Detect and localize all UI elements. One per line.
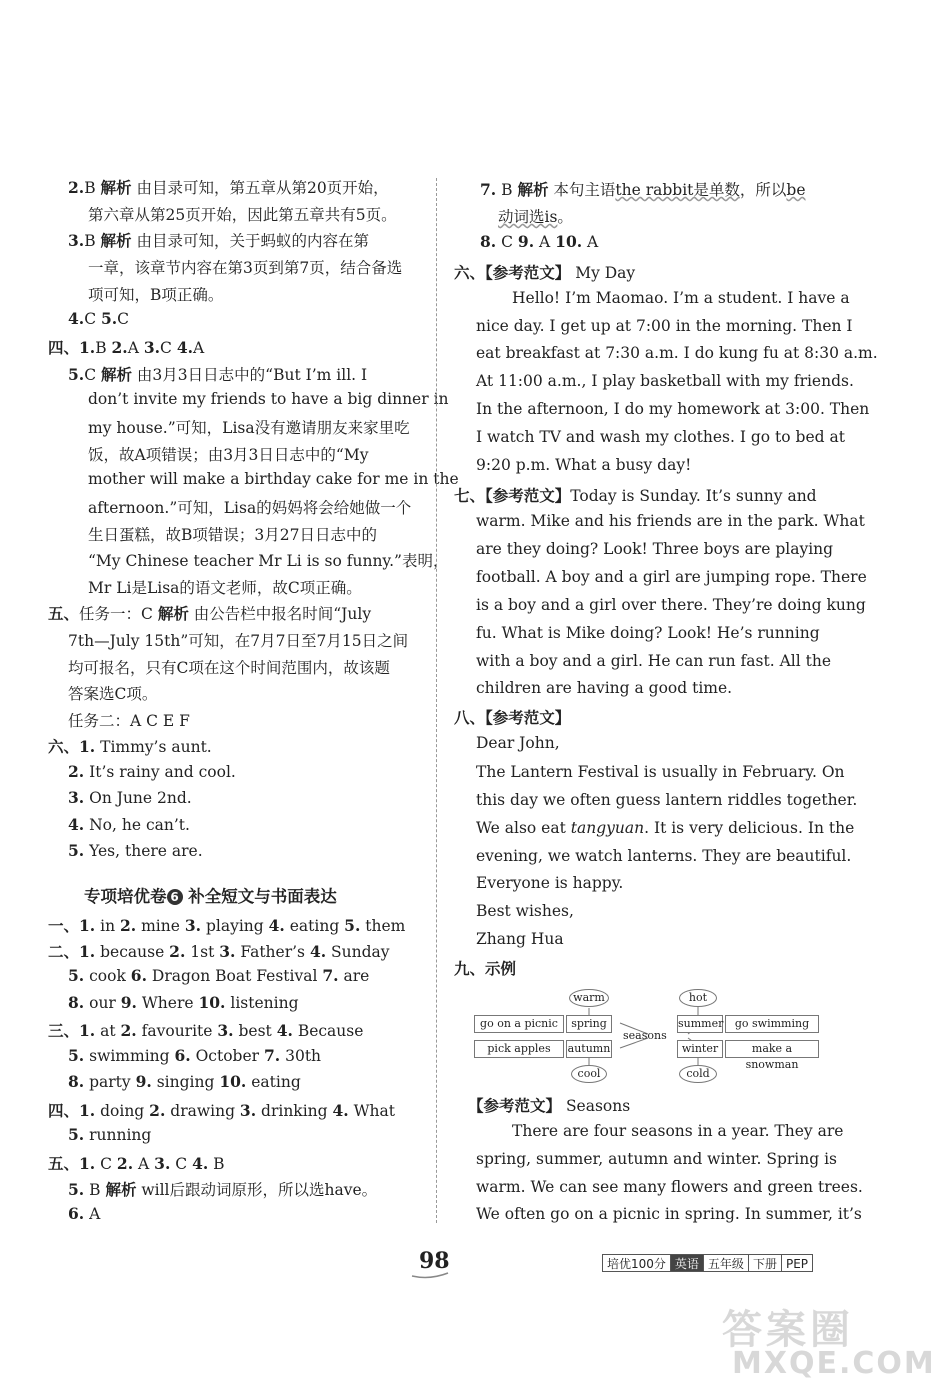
text-run: with a boy and a girl. He can run fast. All the — [476, 652, 831, 670]
text-run: 9. — [517, 232, 535, 251]
text-run: best — [233, 1022, 277, 1040]
text-run: will后跟动词原形，所以选have。 — [136, 1181, 378, 1199]
badge-edition: PEP — [781, 1254, 813, 1272]
left-text-line — [48, 336, 204, 358]
text-run: 5. — [344, 916, 361, 935]
text-run: 6. — [68, 1204, 85, 1223]
text-run: in — [95, 917, 120, 935]
text-run: A — [582, 233, 599, 251]
section-title — [84, 883, 337, 907]
text-run: C — [170, 1155, 193, 1173]
text-run: are — [338, 967, 370, 985]
text-run: running — [84, 1126, 152, 1144]
text-run: 均可报名，只有C项在这个时间范围内，故该题 — [68, 659, 390, 677]
right-text-line — [476, 624, 820, 642]
left-text-line — [88, 549, 448, 571]
text-run: 七、【参考范文】 — [454, 486, 571, 505]
left-text-line — [68, 1072, 301, 1091]
text-run: Yes, there are. — [84, 842, 203, 860]
left-text-line — [88, 256, 402, 278]
left-text-line — [68, 229, 369, 251]
cold-oval: cold — [679, 1065, 717, 1083]
text-run: At 11:00 a.m., I play basketball with my friends. — [476, 372, 854, 390]
text-run: 一章，该章节内容在第3页到第7页，结合备选 — [88, 259, 403, 277]
text-run: We also eat — [476, 819, 571, 837]
text-run: Hello! I’m Maomao. I’m a student. I have a — [512, 289, 850, 307]
right-text-line — [476, 540, 833, 558]
right-text-line — [476, 652, 831, 670]
cool-oval: cool — [571, 1065, 607, 1083]
picnic-box: go on a picnic — [474, 1015, 564, 1033]
text-run: Timmy’s aunt. — [95, 738, 212, 756]
left-text-line — [48, 1152, 225, 1174]
left-text-line — [68, 1178, 377, 1200]
section-title-prefix: 专项培优卷 — [84, 887, 167, 906]
left-text-line — [68, 656, 390, 678]
winter-box: winter — [677, 1040, 723, 1058]
text-run: October — [190, 1047, 264, 1065]
text-run: 9. — [120, 993, 137, 1012]
text-run: 本句主语 — [548, 181, 616, 199]
badge-subject: 英语 — [670, 1254, 704, 1272]
left-text-line — [48, 1099, 395, 1121]
text-run: children are having a good time. — [476, 679, 733, 697]
text-run: 2. — [149, 1101, 166, 1120]
left-text-line — [88, 470, 459, 488]
text-run: 解析 — [100, 178, 132, 197]
left-text-line — [68, 309, 129, 328]
text-run: The Lantern Festival is usually in February. On — [476, 763, 845, 781]
left-text-line — [88, 523, 377, 545]
text-run: 生日蛋糕，故B项错误；3月27日日志中的 — [88, 526, 377, 544]
text-run: 3. — [184, 916, 202, 935]
text-run: 四、1. — [48, 1101, 96, 1120]
warm-oval: warm — [569, 989, 609, 1007]
left-text-line — [48, 1019, 363, 1041]
left-text-line — [68, 176, 389, 198]
text-run: eating — [246, 1073, 301, 1091]
left-text-line — [88, 283, 223, 305]
text-run: 10. — [219, 1072, 247, 1091]
left-text-line — [48, 940, 390, 962]
text-run: 6. — [130, 966, 147, 985]
section-number-badge: 6 — [167, 889, 183, 905]
right-text-line — [476, 372, 854, 390]
text-run: 5. — [68, 1125, 85, 1144]
text-run: 4. — [68, 309, 85, 328]
text-run: B — [84, 232, 101, 250]
text-run: 4. — [276, 1021, 293, 1040]
left-text-line — [68, 682, 157, 704]
text-run: 任务二：A C E F — [68, 712, 190, 730]
text-run: It’s rainy and cool. — [84, 763, 236, 781]
text-run: them — [360, 917, 406, 935]
right-text-line — [476, 317, 853, 335]
left-text-line — [68, 788, 192, 807]
text-run: B — [84, 1181, 106, 1199]
text-run: No, he can’t. — [84, 816, 190, 834]
text-run: 项可知，B项正确。 — [88, 286, 224, 304]
right-text-line — [476, 763, 845, 781]
right-text-line — [476, 902, 574, 920]
text-run: at — [95, 1022, 121, 1040]
column-divider — [436, 178, 437, 1223]
text-run: is a boy and a girl over there. They’re doing kung — [476, 596, 866, 614]
left-text-line — [68, 363, 367, 385]
left-text-line — [88, 576, 362, 598]
page-number-swoosh — [410, 1270, 450, 1280]
text-run: I watch TV and wash my clothes. I go to bed at — [476, 428, 845, 446]
text-run: 5. — [100, 309, 118, 328]
text-run: Father’s — [235, 943, 310, 961]
text-run: 5. — [68, 1046, 85, 1065]
text-run: fu. What is Mike doing? Look! He’s running — [476, 624, 820, 642]
text-run: don’t invite my friends to have a big dinner in — [88, 390, 449, 408]
text-run: C — [95, 1155, 117, 1173]
text-run: favourite — [136, 1022, 218, 1040]
text-run: our — [84, 994, 121, 1012]
right-text-line — [498, 205, 573, 227]
right-text-line — [454, 957, 516, 979]
text-run: A — [133, 1155, 155, 1173]
text-run: 八、【参考范文】 — [454, 708, 571, 727]
text-run: 由目录可知，第五章从第20页开始， — [131, 179, 389, 197]
snowman-box: make a snowman — [725, 1040, 819, 1058]
left-text-line — [68, 966, 369, 985]
text-run: 3. — [239, 1101, 257, 1120]
right-text-line — [476, 456, 691, 474]
right-text-line — [476, 1178, 863, 1196]
right-text-line — [468, 1094, 630, 1116]
right-text-line — [476, 512, 865, 530]
text-run: 8. — [68, 1072, 85, 1091]
text-run: 2. — [120, 1021, 137, 1040]
text-run: C — [84, 366, 101, 384]
text-run: 2. — [116, 1154, 134, 1173]
right-text-line — [480, 232, 598, 251]
left-text-line — [68, 993, 299, 1012]
text-run: 2. — [119, 916, 137, 935]
footer-badge — [602, 1254, 812, 1272]
text-run: 5. — [68, 966, 85, 985]
right-text-line — [454, 261, 635, 283]
text-run: party — [84, 1073, 136, 1091]
watermark-logo: 答案圈 — [722, 1307, 854, 1353]
text-run: A — [193, 339, 205, 357]
text-run: 由公告栏中报名时间“July — [188, 605, 372, 623]
text-run: 3. — [217, 1021, 234, 1040]
text-run: 7. — [480, 180, 497, 199]
text-run: 任务一：C — [79, 605, 158, 623]
text-run: 四、1. — [48, 338, 96, 357]
text-run: cook — [84, 967, 131, 985]
left-text-line — [68, 841, 203, 860]
text-run: 解析 — [100, 365, 132, 384]
summer-box: summer — [677, 1015, 723, 1033]
text-run: 10. — [198, 993, 226, 1012]
text-run: 7. — [322, 966, 339, 985]
text-run: this day we often guess lantern riddles together. — [476, 791, 858, 809]
right-text-line — [476, 791, 857, 809]
text-run: 2. — [68, 178, 85, 197]
text-run: 五、1. — [48, 1154, 96, 1173]
text-run: listening — [225, 994, 299, 1012]
text-run: 2. — [111, 338, 128, 357]
text-run: 第六章从第25页开始，因此第五章共有5页。 — [88, 206, 397, 224]
text-run: A — [534, 233, 556, 251]
text-run: spring, summer, autumn and winter. Spring is — [476, 1150, 838, 1168]
text-run: 三、1. — [48, 1021, 96, 1040]
text-run: 5. — [68, 1180, 85, 1199]
right-text-line — [476, 400, 869, 418]
right-text-line — [512, 1122, 843, 1140]
text-run: We often go on a picnic in spring. In summer, it’s — [476, 1205, 862, 1223]
text-run: evening, we watch lanterns. They are beautiful. — [476, 847, 852, 865]
apples-box: pick apples — [474, 1040, 564, 1058]
text-run: 4. — [192, 1154, 209, 1173]
left-text-line — [88, 203, 397, 225]
text-run: B — [95, 339, 112, 357]
watermark-url: MXQE.COM — [732, 1346, 936, 1381]
right-text-line — [476, 568, 867, 586]
text-run: 3. — [219, 942, 236, 961]
hot-oval: hot — [679, 989, 717, 1007]
text-run: C — [160, 339, 177, 357]
left-text-line — [48, 602, 371, 624]
text-run: swimming — [84, 1047, 175, 1065]
text-run: C — [84, 310, 101, 328]
left-text-line — [88, 496, 411, 518]
text-run: 4. — [332, 1101, 349, 1120]
text-run: drinking — [256, 1102, 333, 1120]
text-run: singing — [151, 1073, 220, 1091]
right-text-line — [476, 874, 623, 892]
text-run: Everyone is happy. — [476, 874, 624, 892]
text-run: 5. — [68, 365, 85, 384]
right-text-line — [476, 428, 845, 446]
text-run: Where — [136, 994, 199, 1012]
text-run: 8. — [480, 232, 497, 251]
text-run: be — [786, 181, 806, 199]
text-run: mother will make a birthday cake for me in the — [88, 470, 459, 488]
text-run: 4. — [176, 338, 193, 357]
seasons-diagram — [470, 985, 822, 1085]
right-text-line — [476, 596, 866, 614]
badge-grade: 五年级 — [703, 1254, 749, 1272]
text-run: football. A boy and a girl are jumping rope. There — [476, 568, 867, 586]
text-run: Today is Sunday. It’s sunny and — [570, 487, 817, 505]
right-text-line — [476, 1205, 862, 1223]
text-run: 6. — [174, 1046, 191, 1065]
text-run: On June 2nd. — [84, 789, 192, 807]
text-run: B — [496, 181, 518, 199]
text-run: 5. — [68, 841, 85, 860]
text-run: the rabbit是单数 — [615, 181, 740, 199]
text-run: A — [84, 1205, 101, 1223]
text-run: 3. — [68, 788, 85, 807]
text-run: 二、1. — [48, 942, 96, 961]
text-run: 4. — [68, 815, 85, 834]
left-text-line — [68, 1125, 151, 1144]
text-run: 解析 — [105, 1180, 137, 1199]
seasons-center-label: seasons — [623, 1029, 667, 1042]
text-run: nice day. I get up at 7:00 in the morning. Then I — [476, 317, 853, 335]
text-run: tangyuan — [570, 819, 645, 837]
text-run: 10. — [555, 232, 583, 251]
right-text-line — [476, 679, 732, 697]
text-run: Dear John, — [476, 734, 560, 752]
text-run: 3. — [68, 231, 85, 250]
text-run: 4. — [268, 916, 285, 935]
left-text-line — [88, 416, 410, 438]
left-text-line — [88, 443, 368, 465]
text-run: Because — [292, 1022, 364, 1040]
text-run: 1st — [185, 943, 220, 961]
text-run: 。 — [557, 208, 573, 226]
text-run: My Day — [570, 264, 636, 282]
text-run: 答案选C项。 — [68, 685, 158, 703]
text-run: warm. We can see many flowers and green trees. — [476, 1178, 863, 1196]
text-run: 9. — [135, 1072, 152, 1091]
left-text-line — [48, 735, 212, 757]
text-run: C — [117, 310, 130, 328]
badge-volume: 下册 — [748, 1254, 782, 1272]
text-run: 由3月3日日志中的“But I’m ill. I — [132, 366, 368, 384]
text-run: 六、【参考范文】 — [454, 263, 571, 282]
right-text-line — [476, 734, 560, 752]
left-text-line — [68, 762, 236, 781]
left-text-line — [48, 914, 405, 936]
text-run: 由目录可知，关于蚂蚁的内容在第 — [131, 232, 369, 250]
text-run: drawing — [165, 1102, 240, 1120]
spring-box: spring — [566, 1015, 612, 1033]
text-run: 8. — [68, 993, 85, 1012]
text-run: 2. — [68, 762, 85, 781]
text-run: 五、 — [48, 604, 80, 623]
text-run: “My Chinese teacher Mr Li is so funny.”表明， — [88, 552, 449, 570]
text-run: afternoon.”可知，Lisa的妈妈将会给她做一个 — [88, 499, 412, 517]
text-run: . It is very delicious. In the — [644, 819, 855, 837]
text-run: ，所以 — [739, 181, 787, 199]
right-text-line — [480, 178, 806, 200]
text-run: 解析 — [100, 231, 132, 250]
left-text-line — [68, 1204, 100, 1223]
right-text-line — [476, 344, 878, 362]
text-run: Seasons — [561, 1097, 631, 1115]
page-number: 98 — [419, 1248, 450, 1274]
left-text-line — [68, 629, 408, 651]
text-run: 30th — [280, 1047, 322, 1065]
text-run: 解析 — [517, 180, 549, 199]
text-run: Zhang Hua — [476, 930, 564, 948]
text-run: 九、示例 — [454, 959, 517, 978]
left-text-line — [88, 390, 449, 408]
text-run: eat breakfast at 7:30 a.m. I do kung fu at 8:30 a.m. — [476, 344, 878, 362]
text-run: C — [496, 233, 518, 251]
text-run: Mr Li是Lisa的语文老师，故C项正确。 — [88, 579, 362, 597]
text-run: 2. — [169, 942, 186, 961]
right-text-line — [476, 930, 564, 948]
text-run: are they doing? Look! Three boys are playing — [476, 540, 834, 558]
text-run: warm. Mike and his friends are in the park. What — [476, 512, 865, 530]
text-run: 解析 — [157, 604, 189, 623]
text-run: What — [348, 1102, 395, 1120]
text-run: There are four seasons in a year. They are — [512, 1122, 844, 1140]
text-run: playing — [201, 917, 269, 935]
text-run: doing — [95, 1102, 150, 1120]
text-run: In the afternoon, I do my homework at 3:00. Then — [476, 400, 870, 418]
text-run: B — [208, 1155, 225, 1173]
text-run: 4. — [309, 942, 327, 961]
text-run: because — [95, 943, 170, 961]
right-text-line — [454, 706, 570, 728]
text-run: my house.”可知，Lisa没有邀请朋友来家里吃 — [88, 419, 410, 437]
left-text-line — [68, 1046, 321, 1065]
text-run: mine — [136, 917, 185, 935]
text-run: A — [127, 339, 144, 357]
right-text-line — [476, 819, 854, 837]
badge-brand: 培优100分 — [602, 1254, 671, 1272]
swimming-box: go swimming — [725, 1015, 819, 1033]
right-text-line — [476, 847, 851, 865]
text-run: Best wishes, — [476, 902, 574, 920]
autumn-box: autumn — [566, 1040, 612, 1058]
text-run: 六、1. — [48, 737, 96, 756]
section-title-suffix: 补全短文与书面表达 — [182, 887, 337, 906]
left-text-line — [68, 709, 190, 731]
right-text-line — [454, 484, 817, 506]
text-run: 9:20 p.m. What a busy day! — [476, 456, 692, 474]
text-run: eating — [284, 917, 345, 935]
text-run: 【参考范文】 — [468, 1096, 562, 1115]
text-run: B — [84, 179, 101, 197]
text-run: 动词选is — [498, 208, 558, 226]
text-run: 饭，故A项错误；由3月3日日志中的“My — [88, 446, 369, 464]
text-run: Dragon Boat Festival — [146, 967, 323, 985]
text-run: 7th—July 15th”可知，在7月7日至7月15日之间 — [68, 632, 409, 650]
right-text-line — [476, 1150, 837, 1168]
text-run: 3. — [154, 1154, 171, 1173]
text-run: 一、1. — [48, 916, 96, 935]
text-run: 7. — [263, 1046, 281, 1065]
left-text-line — [68, 815, 190, 834]
right-text-line — [512, 289, 850, 307]
text-run: Sunday — [326, 943, 390, 961]
text-run: 3. — [143, 338, 161, 357]
